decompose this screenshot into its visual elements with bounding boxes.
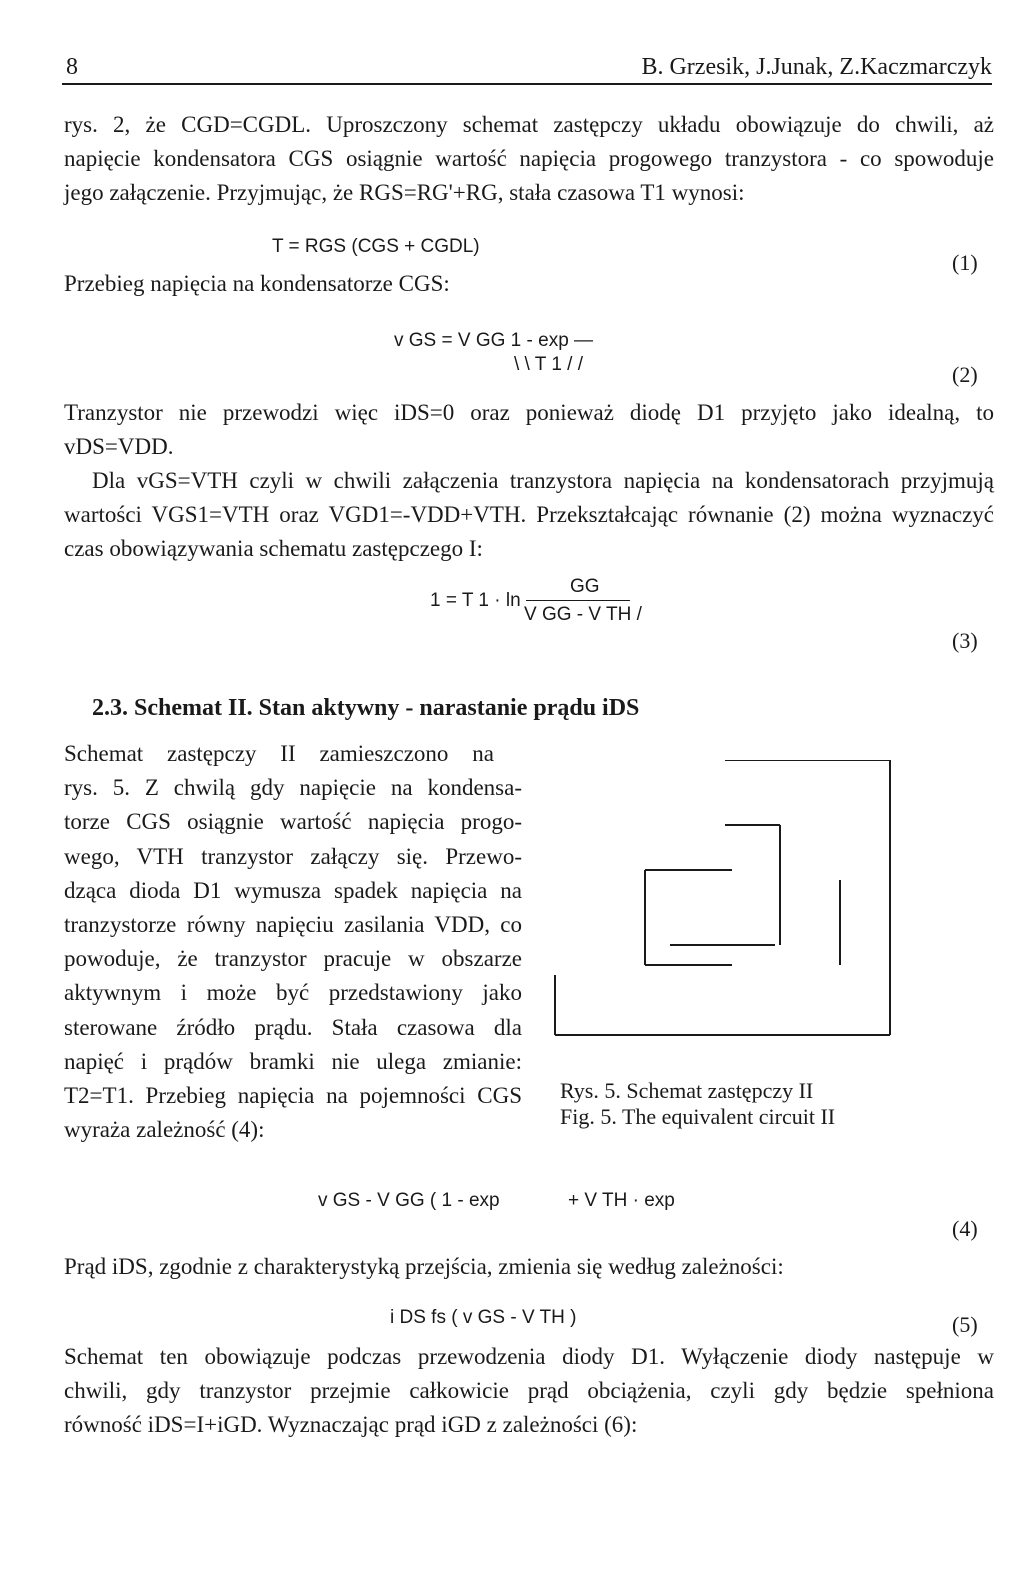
text-line: Schemat zastępczy II zamieszczono na — [64, 741, 494, 766]
equation-4-right: + V TH · exp — [568, 1190, 675, 1211]
equation-1: T = RGS (CGS + CGDL) — [272, 236, 480, 257]
text-line: Tranzystor nie przewodzi więc iDS=0 oraz ponieważ diodę D1 przyjęto jako idealną, to — [64, 400, 994, 425]
equation-2-line-1: v GS = V GG 1 - exp — — [394, 330, 594, 351]
text-line: Schemat ten obowiązuje podczas przewodzenia diody D1. Wyłączenie diody następuje w — [64, 1344, 994, 1369]
figure-caption-english: Fig. 5. The equivalent circuit II — [560, 1104, 836, 1129]
figure-caption-polish: Rys. 5. Schemat zastępczy II — [560, 1078, 814, 1103]
equation-5: i DS fs ( v GS - V TH ) — [390, 1307, 577, 1328]
text-line: rys. 2, że CGD=CGDL. Uproszczony schemat zastępczy układu obowiązuje do chwili, aż — [64, 112, 994, 137]
text-line: torze CGS osiągnie wartość napięcia progo- — [64, 809, 522, 835]
equation-3-numerator: GG — [570, 576, 600, 597]
equation-3-number: (3) — [952, 628, 978, 653]
running-header-authors: B. Grzesik, J.Junak, Z.Kaczmarczyk — [641, 54, 992, 80]
text-line: sterowane źródło prądu. Stała czasowa dla — [64, 1014, 522, 1040]
text-line: czas obowiązywania schematu zastępczego I: — [64, 536, 483, 561]
text-line: wego, VTH tranzystor załączy się. Przewo- — [64, 843, 522, 869]
equation-2-number: (2) — [952, 362, 978, 387]
closing-paragraph — [64, 1340, 994, 1442]
text-line: napięcie kondensatora CGS osiągnie wartość napięcia progowego tranzystora - co spowoduje — [64, 146, 994, 171]
text-line: T2=T1. Przebieg napięcia na pojemności CGS — [64, 1083, 522, 1109]
text-line: napięć i prądów bramki nie ulega zmianie: — [64, 1048, 522, 1074]
text-line: wartości VGS1=VTH oraz VGD1=-VDD+VTH. Przekształcając równanie (2) można wyznaczyć — [64, 502, 994, 527]
text-line: aktywnym i może być przedstawiony jako — [64, 980, 522, 1006]
section-heading: 2.3. Schemat II. Stan aktywny - narastanie prądu iDS — [92, 695, 640, 721]
header-rule — [62, 83, 992, 85]
equation-4-left: v GS - V GG ( 1 - exp — [318, 1190, 500, 1211]
text-line: powoduje, że tranzystor pracuje w obszarze — [64, 946, 522, 972]
equation-4-number: (4) — [952, 1216, 978, 1241]
equation-3-denominator: V GG - V TH / — [524, 604, 642, 625]
page-number: 8 — [66, 54, 78, 80]
equation-1-number: (1) — [952, 250, 978, 275]
text-line: Dla vGS=VTH czyli w chwili załączenia tranzystora napięcia na kondensatorach przyjmują — [92, 468, 994, 493]
text-line: chwili, gdy tranzystor przejmie całkowicie prąd obciążenia, czyli gdy będzie spełniona — [64, 1378, 994, 1403]
text-line: tranzystorze równy napięciu zasilania VDD, co — [64, 912, 522, 938]
text-line: dząca dioda D1 wymusza spadek napięcia na — [64, 877, 522, 903]
text-line: równość iDS=I+iGD. Wyznaczając prąd iGD z zależności (6): — [64, 1412, 638, 1437]
cgs-waveform-line: Przebieg napięcia na kondensatorze CGS: — [64, 271, 450, 296]
text-line: rys. 5. Z chwilą gdy napięcie na kondensa- — [64, 775, 522, 801]
equivalent-circuit-figure — [550, 760, 910, 1050]
intro-paragraph — [64, 108, 994, 210]
drain-current-line: Prąd iDS, zgodnie z charakterystyką przejścia, zmienia się według zależności: — [64, 1254, 784, 1279]
text-line: vDS=VDD. — [64, 434, 174, 459]
text-line: jego załączenie. Przyjmując, że RGS=RG'+RG, stała czasowa T1 wynosi: — [64, 180, 745, 205]
transistor-paragraph — [64, 396, 994, 566]
fraction-bar — [526, 600, 630, 601]
equation-2-line-2: \ \ T 1 / / — [514, 354, 583, 375]
equation-3-lhs: 1 = T 1 · ln — [430, 590, 521, 611]
schematic-ii-paragraph — [64, 737, 522, 1147]
equation-5-number: (5) — [952, 1312, 978, 1337]
text-line: wyraża zależność (4): — [64, 1117, 265, 1143]
